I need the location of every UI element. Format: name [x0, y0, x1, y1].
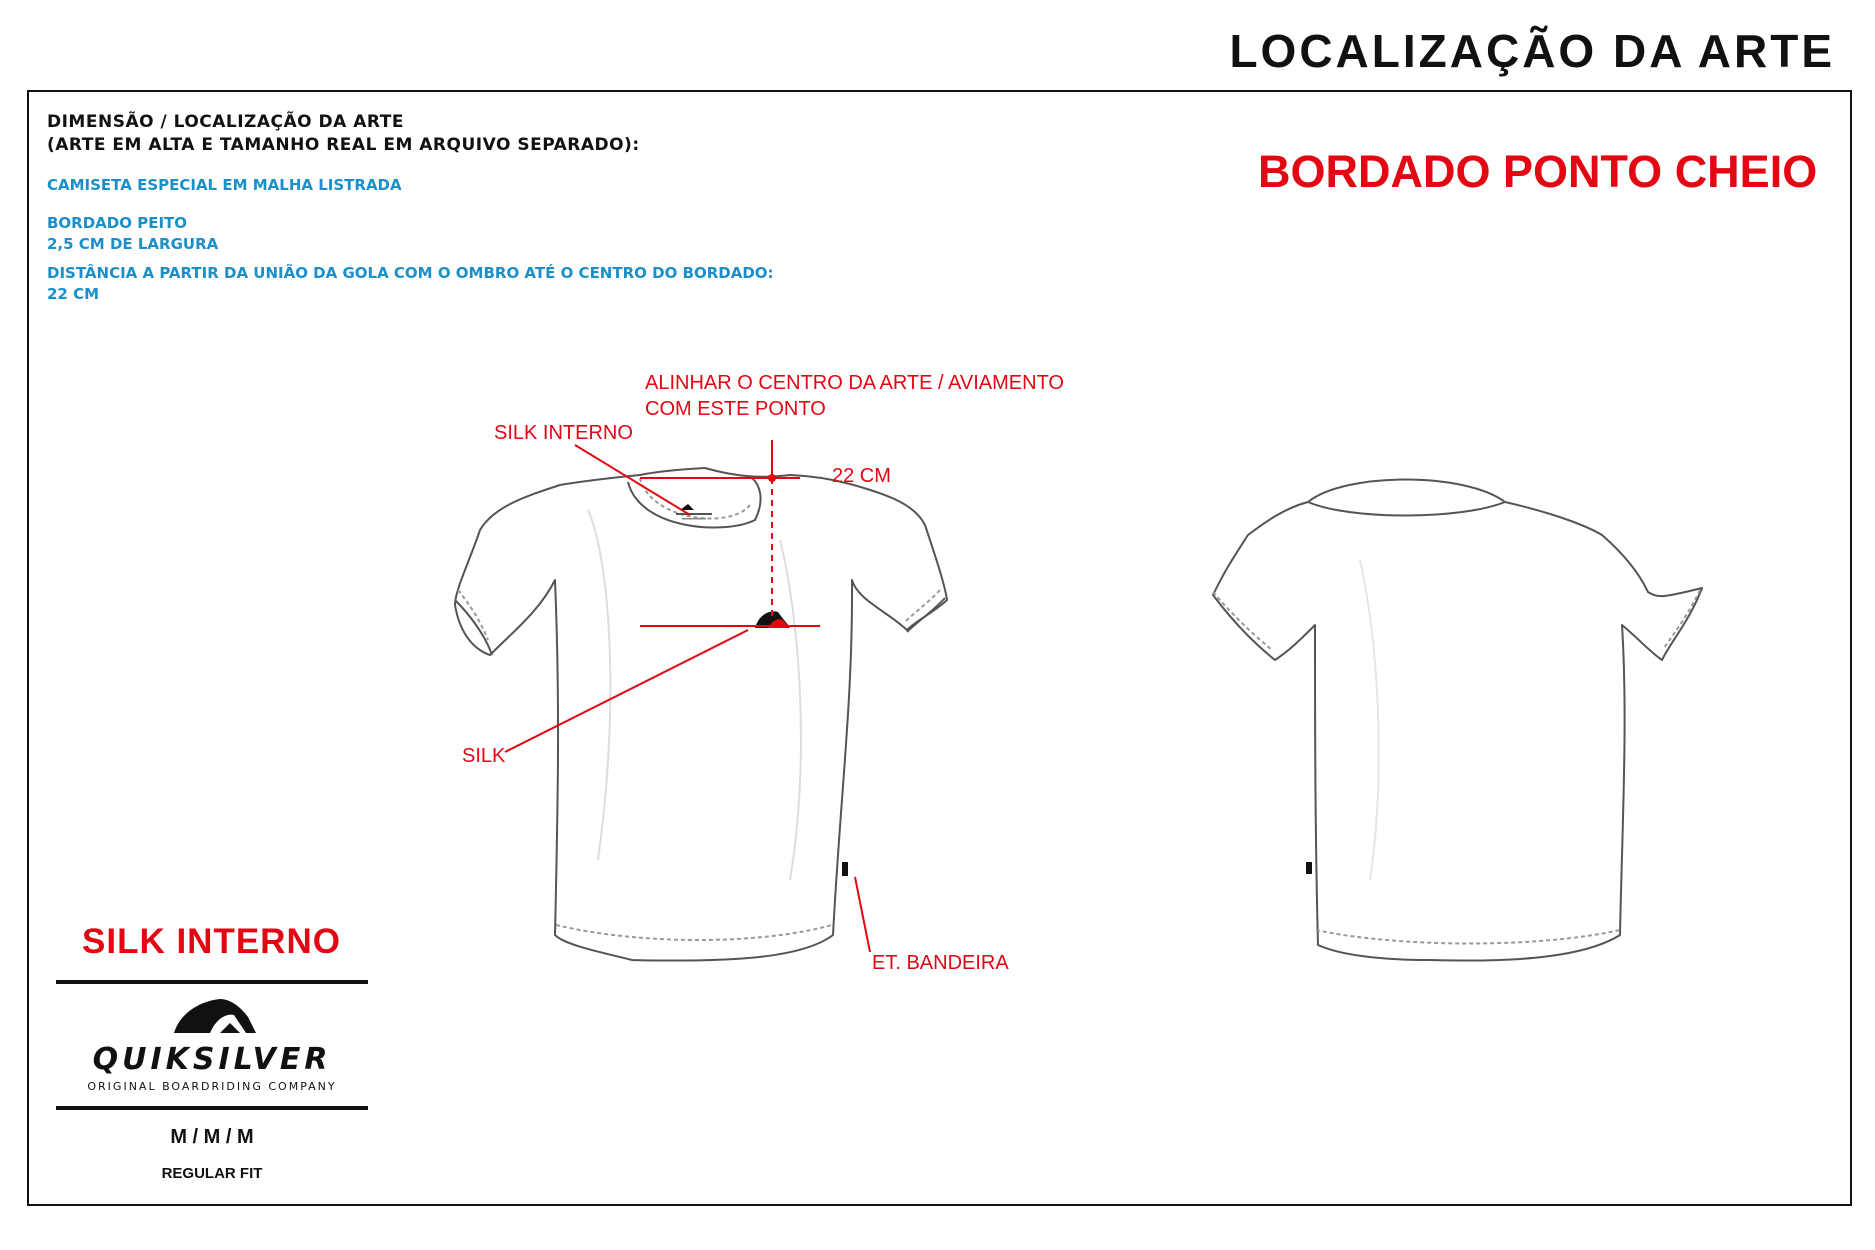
quiksilver-logo-icon [170, 995, 260, 1035]
page-title: LOCALIZAÇÃO DA ARTE [1229, 25, 1835, 77]
label-panel-bottom-rule [56, 1106, 368, 1110]
size-text: M / M / M [170, 1126, 254, 1148]
back-flag-label-icon [1306, 862, 1312, 874]
flag-label-icon [842, 862, 848, 876]
placement-text: BORDADO PEITO [47, 214, 188, 232]
silk-note: SILK [462, 745, 506, 767]
silk-interno-note: SILK INTERNO [494, 422, 633, 444]
align-point-icon [768, 474, 776, 482]
brand-wordmark: QUIKSILVER [92, 1042, 332, 1077]
align-note-line-2: COM ESTE PONTO [645, 398, 826, 420]
width-text: 2,5 CM DE LARGURA [47, 235, 219, 253]
description-line-1: DIMENSÃO / LOCALIZAÇÃO DA ARTE [47, 112, 404, 132]
product-description: CAMISETA ESPECIAL EM MALHA LISTRADA [47, 176, 402, 194]
bandeira-pointer [855, 877, 870, 952]
distance-value: 22 CM [47, 285, 100, 303]
description-line-2: (ARTE EM ALTA E TAMANHO REAL EM ARQUIVO SEPARADO): [47, 135, 640, 155]
bandeira-note: ET. BANDEIRA [872, 952, 1009, 974]
align-note-line-1: ALINHAR O CENTRO DA ARTE / AVIAMENTO [645, 372, 1064, 394]
label-panel-top-rule [56, 980, 368, 984]
fit-text: REGULAR FIT [161, 1165, 263, 1182]
brand-tagline: ORIGINAL BOARDRIDING COMPANY [87, 1080, 337, 1093]
distance-label: DISTÂNCIA A PARTIR DA UNIÃO DA GOLA COM O OMBRO ATÉ O CENTRO DO BORDADO: [47, 264, 774, 282]
measure-note: 22 CM [832, 465, 891, 487]
front-tshirt-icon [455, 468, 947, 961]
technique-title: BORDADO PONTO CHEIO [1258, 146, 1818, 197]
label-panel-title: SILK INTERNO [82, 922, 341, 961]
back-tshirt-icon [1213, 480, 1702, 961]
